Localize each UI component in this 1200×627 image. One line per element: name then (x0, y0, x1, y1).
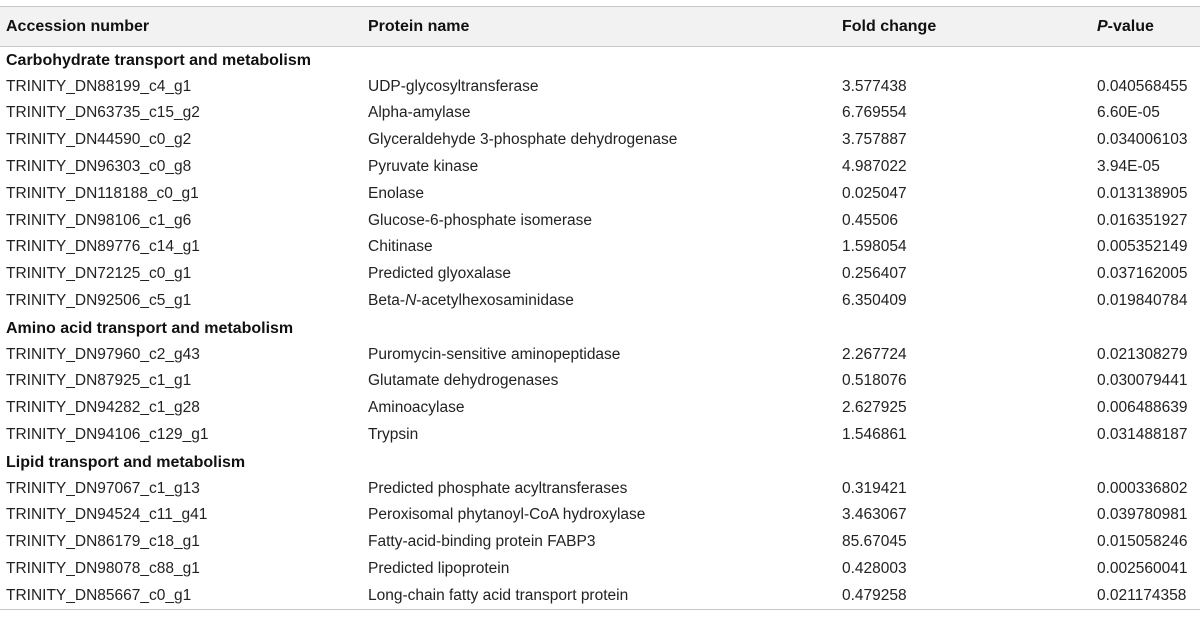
accession-cell: TRINITY_DN97067_c1_g13 (6, 479, 200, 497)
header-p-rest: -value (1107, 17, 1154, 35)
protein-name-cell: Peroxisomal phytanoyl-CoA hydroxylase (368, 506, 646, 524)
p-value-cell: 0.013138905 (1097, 184, 1188, 202)
fold-change-cell: 0.45506 (842, 211, 899, 229)
fold-change-cell: 0.479258 (836, 582, 1089, 609)
protein-name-cell: Enolase (368, 184, 425, 202)
fold-change-cell: 0.025047 (842, 184, 907, 202)
fold-change-cell: 0.256407 (842, 265, 907, 283)
p-value-cell: 0.005352149 (1097, 238, 1188, 256)
protein-table (0, 6, 1200, 610)
fold-change-cell: 1.598054 (842, 238, 907, 256)
accession-cell: TRINITY_DN72125_c0_g1 (6, 265, 192, 283)
protein-name-cell: Aminoacylase (368, 399, 465, 417)
p-value-cell: 0.021174358 (1089, 582, 1200, 609)
table-row (0, 288, 1200, 315)
protein-name-cell: Glucose-6-phosphate isomerase (368, 211, 593, 229)
fold-change-cell: 85.67045 (842, 533, 907, 551)
protein-name-cell: Chitinase (368, 238, 433, 256)
p-value-cell: 0.030079441 (1097, 372, 1188, 390)
fold-change-cell: 4.987022 (842, 158, 907, 176)
accession-cell: TRINITY_DN92506_c5_g1 (6, 292, 192, 310)
accession-cell: TRINITY_DN94282_c1_g28 (6, 399, 200, 417)
accession-cell: TRINITY_DN89776_c14_g1 (6, 238, 200, 256)
table-row (0, 234, 1200, 261)
accession-cell: TRINITY_DN85667_c0_g1 (0, 582, 362, 609)
header-p-italic: P (1097, 17, 1108, 35)
fold-change-cell: 6.769554 (842, 104, 907, 122)
p-value-cell: 0.034006103 (1097, 131, 1188, 149)
p-value-cell: 0.002560041 (1097, 560, 1188, 578)
section-title: Lipid transport and metabolism (6, 453, 246, 471)
protein-name-cell: Predicted lipoprotein (368, 560, 510, 578)
p-value-cell: 0.019840784 (1097, 292, 1188, 310)
section-title: Amino acid transport and metabolism (6, 319, 294, 337)
section-title: Carbohydrate transport and metabolism (6, 52, 311, 70)
accession-cell: TRINITY_DN98106_c1_g6 (6, 211, 192, 229)
table-row (0, 475, 1200, 502)
table-row (0, 207, 1200, 234)
p-value-cell: 0.039780981 (1097, 506, 1188, 524)
section-row (0, 448, 1200, 475)
section-row (0, 314, 1200, 341)
accession-cell: TRINITY_DN94524_c11_g41 (6, 506, 208, 524)
protein-name-cell: Glyceraldehyde 3-phosphate dehydrogenase (368, 131, 678, 149)
p-value-cell: 0.021308279 (1097, 345, 1188, 363)
header-row (0, 7, 1200, 47)
protein-name-cell: Pyruvate kinase (368, 158, 479, 176)
p-value-cell: 0.006488639 (1097, 399, 1188, 417)
accession-cell: TRINITY_DN98078_c88_g1 (6, 560, 200, 578)
p-value-cell: 0.031488187 (1097, 426, 1188, 444)
accession-cell: TRINITY_DN118188_c0_g1 (6, 184, 199, 202)
protein-name-cell: Alpha-amylase (368, 104, 471, 122)
table-row (0, 73, 1200, 100)
protein-name-prefix: Beta- (368, 292, 406, 310)
fold-change-cell: 2.627925 (842, 399, 907, 417)
table-row (0, 395, 1200, 422)
table-row (0, 261, 1200, 288)
protein-name-cell: Trypsin (368, 426, 419, 444)
fold-change-cell: 1.546861 (842, 426, 907, 444)
accession-cell: TRINITY_DN86179_c18_g1 (6, 533, 200, 551)
fold-change-cell: 3.463067 (842, 506, 907, 524)
table-row (0, 582, 1200, 609)
p-value-cell: 0.040568455 (1097, 77, 1188, 95)
protein-name-cell: Predicted phosphate acyltransferases (368, 479, 628, 497)
protein-name-cell: Long-chain fatty acid transport protein (362, 582, 836, 609)
protein-name-cell: Fatty-acid-binding protein FABP3 (368, 533, 596, 551)
table-row (0, 502, 1200, 529)
protein-table-container (0, 6, 1200, 610)
protein-name-italic: N (405, 292, 417, 310)
accession-cell: TRINITY_DN97960_c2_g43 (6, 345, 200, 363)
table-row (0, 341, 1200, 368)
accession-cell: TRINITY_DN63735_c15_g2 (6, 104, 200, 122)
fold-change-cell: 0.518076 (842, 372, 907, 390)
table-row (0, 556, 1200, 583)
header-p-value (1089, 7, 1200, 47)
fold-change-cell: 0.428003 (842, 560, 907, 578)
protein-name-cell: Glutamate dehydrogenases (368, 372, 559, 390)
table-row (0, 180, 1200, 207)
fold-change-cell: 0.319421 (842, 479, 907, 497)
protein-name-suffix: -acetylhexosaminidase (416, 292, 574, 310)
header-accession-number: Accession number (0, 7, 362, 47)
accession-cell: TRINITY_DN87925_c1_g1 (6, 372, 192, 390)
p-value-cell: 0.015058246 (1097, 533, 1188, 551)
protein-name-cell (362, 288, 836, 315)
fold-change-cell: 6.350409 (842, 292, 907, 310)
p-value-cell: 0.016351927 (1097, 211, 1188, 229)
p-value-cell: 0.037162005 (1097, 265, 1188, 283)
fold-change-cell: 2.267724 (842, 345, 907, 363)
table-row (0, 422, 1200, 449)
accession-cell: TRINITY_DN44590_c0_g2 (6, 131, 192, 149)
p-value-cell: 3.94E-05 (1097, 158, 1160, 176)
table-row (0, 127, 1200, 154)
section-row (0, 47, 1200, 74)
table-row (0, 368, 1200, 395)
header-fold-change: Fold change (836, 7, 1089, 47)
p-value-cell: 6.60E-05 (1097, 104, 1160, 122)
accession-cell: TRINITY_DN94106_c129_g1 (6, 426, 209, 444)
table-row (0, 100, 1200, 127)
protein-name-cell: Puromycin-sensitive aminopeptidase (368, 345, 621, 363)
accession-cell: TRINITY_DN96303_c0_g8 (6, 158, 192, 176)
protein-name-cell: UDP-glycosyltransferase (368, 77, 539, 95)
protein-name-cell: Predicted glyoxalase (368, 265, 512, 283)
accession-cell: TRINITY_DN88199_c4_g1 (6, 77, 192, 95)
table-body (0, 47, 1200, 610)
header-protein-name: Protein name (362, 7, 836, 47)
table-header (0, 7, 1200, 47)
fold-change-cell: 3.757887 (842, 131, 907, 149)
p-value-cell: 0.000336802 (1097, 479, 1188, 497)
table-row (0, 529, 1200, 556)
fold-change-cell: 3.577438 (842, 77, 907, 95)
table-row (0, 154, 1200, 181)
